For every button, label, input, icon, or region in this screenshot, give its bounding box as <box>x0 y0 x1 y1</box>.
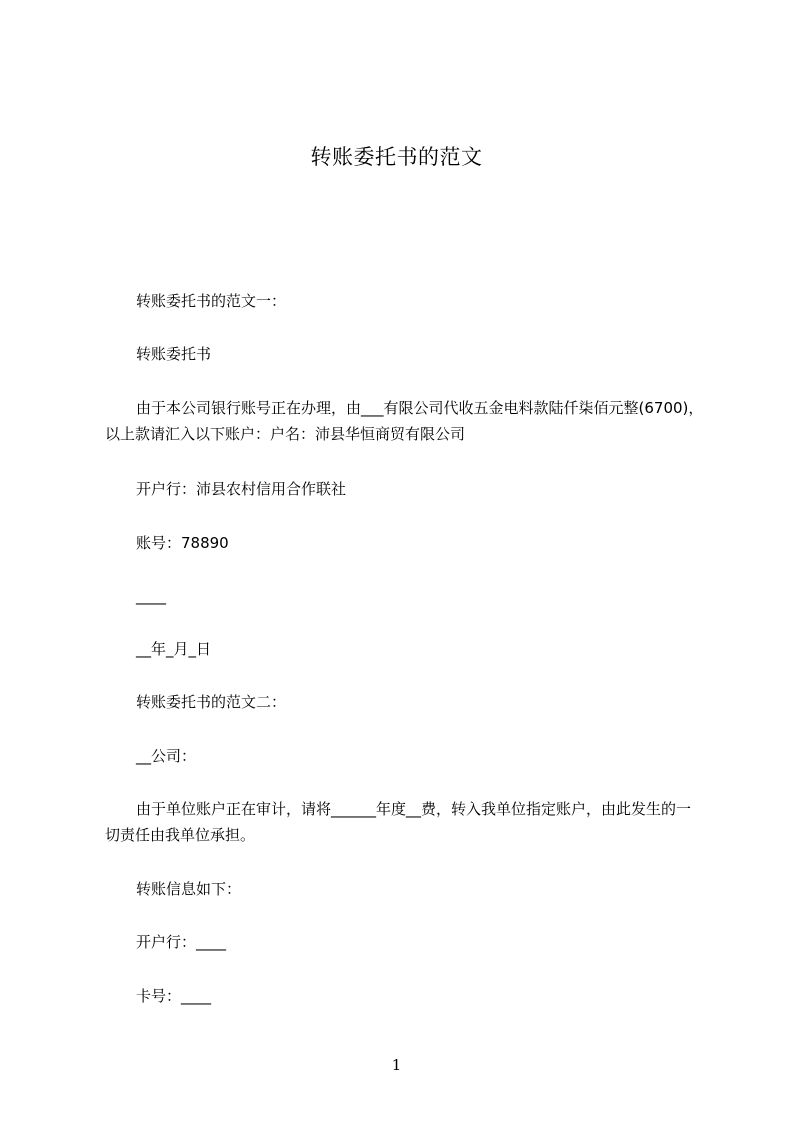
paragraph-body-one: 由于本公司银行账号正在办理，由___有限公司代收五金电料款陆仟柒佰元整(6700)，以上款请汇入以下账户：户名：沛县华恒商贸有限公司 <box>105 399 704 443</box>
page-number: 1 <box>391 1056 402 1074</box>
paragraph-addressee: __公司： <box>136 747 197 765</box>
paragraph-letter-title: 转账委托书 <box>136 345 212 363</box>
paragraph-heading-sample-one: 转账委托书的范文一： <box>136 292 287 310</box>
paragraph-bank-two: 开户行：____ <box>136 933 227 951</box>
paragraph-card-number: 卡号：____ <box>136 987 212 1005</box>
paragraph-body-two: 由于单位账户正在审计，请将______年度__费，转入我单位指定账户，由此发生的一切责任由我单位承担。 <box>105 800 692 844</box>
paragraph-heading-sample-two: 转账委托书的范文二： <box>136 693 287 711</box>
paragraph-bank-one: 开户行：沛县农村信用合作联社 <box>136 480 347 498</box>
paragraph-account-number: 账号：78890 <box>136 534 229 552</box>
paragraph-date-blank: __年_月_日 <box>136 640 212 658</box>
paragraph-transfer-info: 转账信息如下： <box>136 880 242 898</box>
paragraph-signature-blank: ____ <box>136 587 166 605</box>
document-title: 转账委托书的范文 <box>310 145 483 169</box>
